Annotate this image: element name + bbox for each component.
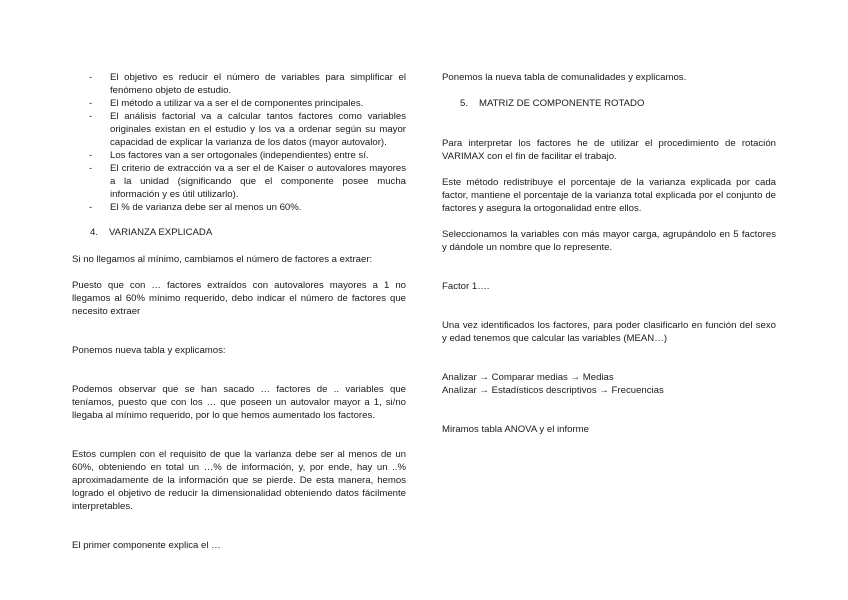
bullet-dash: - xyxy=(89,98,93,109)
bullet-text: El objetivo es reducir el número de variables para simplificar el fenómeno objeto de estudio. xyxy=(110,72,406,96)
bullet-item xyxy=(72,110,406,149)
bullet-item xyxy=(72,149,406,162)
bullet-item xyxy=(72,201,406,214)
section-number: 4. xyxy=(90,227,99,238)
paragraph: Seleccionamos la variables con más mayor carga, agrupándolo en 5 factores y dándole un nombre que lo represente. xyxy=(442,229,776,253)
bullet-dash: - xyxy=(89,111,93,122)
bullet-text: Los factores van a ser ortogonales (independientes) entre sí. xyxy=(110,150,369,161)
bullet-dash: - xyxy=(89,72,93,83)
paragraph: El primer componente explica el … xyxy=(72,540,221,551)
bullet-item xyxy=(72,97,406,110)
left-column xyxy=(72,71,406,552)
bullet-dash: - xyxy=(89,202,93,213)
paragraph: Una vez identificados los factores, para poder clasificarlo en función del sexo y edad tenemos que calcular las variables (MEAN…) xyxy=(442,320,776,344)
bullet-dash: - xyxy=(89,163,93,174)
paragraph: Ponemos nueva tabla y explicamos: xyxy=(72,345,226,356)
section-title: MATRIZ DE COMPONENTE ROTADO xyxy=(479,98,645,109)
paragraph: Este método redistribuye el porcentaje de la varianza explicada por cada factor, mantiene el porcentaje de la varianza total explicada por el conjunto de factores y asegura la ortogonalidad entre ellos. xyxy=(442,177,776,214)
bullet-item xyxy=(72,162,406,201)
paragraph: Estos cumplen con el requisito de que la varianza debe ser al menos de un 60%, obteniendo en total un …% de información, y, por ende, hay un ..% aproximadamente de la información que se pierde. De esta manera, hemos logrado el objetivo de reducir la dimensionalidad obteniendo datos fácilmente interpretables. xyxy=(72,449,406,512)
section-number: 5. xyxy=(460,98,469,109)
section-heading-5 xyxy=(460,97,776,110)
paragraph: Podemos observar que se han sacado … factores de .. variables que teníamos, puesto que con los … que poseen un autovalor mayor a 1, si/no llegaba al mínimo requerido, por lo que hemos aumentado los factores. xyxy=(72,384,406,421)
paragraph: Para interpretar los factores he de utilizar el procedimiento de rotación VARIMAX con el fin de facilitar el trabajo. xyxy=(442,138,776,162)
paragraph: Factor 1…. xyxy=(442,281,490,292)
bullet-item xyxy=(72,71,406,97)
menu-path: Analizar → Comparar medias → Medias xyxy=(442,372,614,383)
bullet-text: El % de varianza debe ser al menos un 60%. xyxy=(110,202,302,213)
paragraph: Ponemos la nueva tabla de comunalidades y explicamos. xyxy=(442,72,687,83)
menu-path: Analizar → Estadísticos descriptivos → Frecuencias xyxy=(442,385,664,396)
bullet-dash: - xyxy=(89,150,93,161)
bullet-text: El análisis factorial va a calcular tantos factores como variables originales existan en el estudio y los va a ordenar según su mayor capacidad de explicar la varianza de los datos (mayor autovalor). xyxy=(110,111,406,148)
paragraph: Puesto que con … factores extraídos con autovalores mayores a 1 no llegamos al 60% mínimo requerido, debo indicar el número de factores que necesito extraer xyxy=(72,280,406,317)
section-title: VARIANZA EXPLICADA xyxy=(109,227,213,238)
bullet-list xyxy=(72,71,406,214)
bullet-text: El criterio de extracción va a ser el de Kaiser o autovalores mayores a la unidad (significando que el componente posee mucha información y es útil utilizarlo). xyxy=(110,163,406,200)
paragraph: Miramos tabla ANOVA y el informe xyxy=(442,424,589,435)
section-heading-4 xyxy=(90,226,406,239)
bullet-text: El método a utilizar va a ser el de componentes principales. xyxy=(110,98,364,109)
right-column xyxy=(442,71,776,436)
paragraph: Si no llegamos al mínimo, cambiamos el número de factores a extraer: xyxy=(72,254,373,265)
